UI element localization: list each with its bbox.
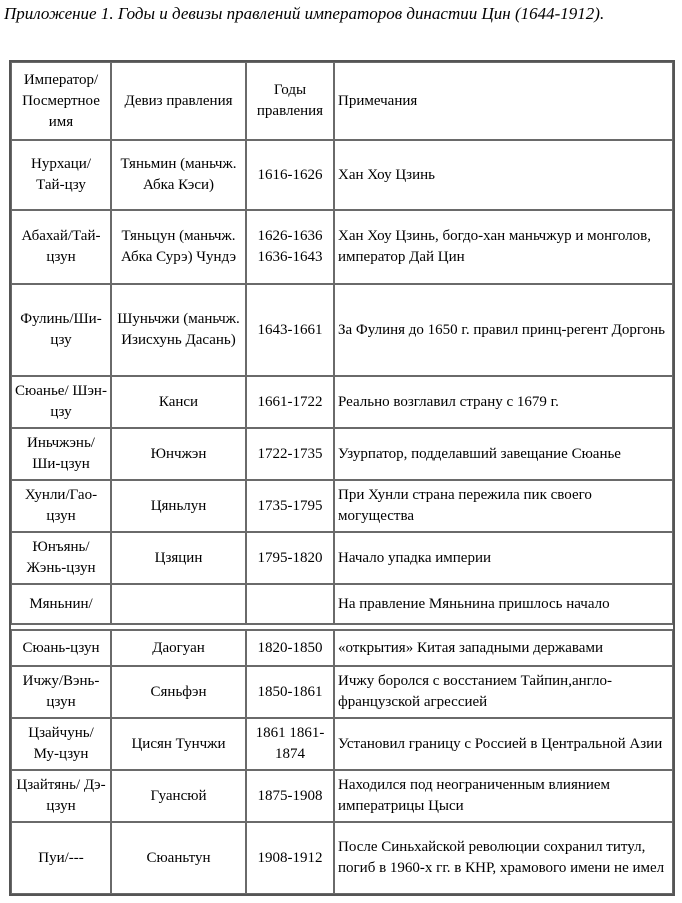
cell-years: [246, 584, 334, 624]
table-row: [11, 284, 673, 376]
table-row: [11, 210, 673, 284]
table-row: [11, 718, 673, 770]
table-row: [11, 584, 673, 624]
cell-motto: Канси: [111, 376, 246, 428]
table-header-row: [11, 62, 673, 140]
cell-motto: [111, 584, 246, 624]
cell-emperor: Фулинь/Ши-цзу: [11, 284, 111, 376]
emperors-table: [9, 60, 675, 896]
cell-motto: Цяньлун: [111, 480, 246, 532]
table-row: [11, 428, 673, 480]
cell-years: 1616-1626: [246, 140, 334, 210]
header-motto: Девиз правления: [111, 62, 246, 140]
cell-emperor: Хунли/Гао-цзун: [11, 480, 111, 532]
cell-emperor: Мяньнин/: [11, 584, 111, 624]
cell-emperor: Абахай/Тай-цзун: [11, 210, 111, 284]
cell-emperor: Нурхаци/ Тай-цзу: [11, 140, 111, 210]
cell-note: Реально возглавил страну с 1679 г.: [334, 376, 673, 428]
cell-note: При Хунли страна пережила пик своего могущества: [334, 480, 673, 532]
cell-emperor: Цзайчунь/ Му-цзун: [11, 718, 111, 770]
cell-motto: Цзяцин: [111, 532, 246, 584]
cell-years: 1908-1912: [246, 822, 334, 894]
cell-note: За Фулиня до 1650 г. правил принц-регент Доргонь: [334, 284, 673, 376]
cell-motto: Тяньцун (маньчж. Абка Сурэ) Чундэ: [111, 210, 246, 284]
cell-motto: Юнчжэн: [111, 428, 246, 480]
table-row: [11, 822, 673, 894]
table-row: [11, 480, 673, 532]
table-row: [11, 666, 673, 718]
cell-years: 1643-1661: [246, 284, 334, 376]
table-row: [11, 532, 673, 584]
cell-years: 1661-1722: [246, 376, 334, 428]
cell-emperor: Цзайтянь/ Дэ-цзун: [11, 770, 111, 822]
cell-years: 1626-1636 1636-1643: [246, 210, 334, 284]
cell-motto: Даогуан: [111, 630, 246, 666]
cell-years: 1820-1850: [246, 630, 334, 666]
cell-motto: Сяньфэн: [111, 666, 246, 718]
cell-note: Узурпатор, подделавший завещание Сюанье: [334, 428, 673, 480]
cell-years: 1875-1908: [246, 770, 334, 822]
header-years: Годы правления: [246, 62, 334, 140]
cell-emperor: Иньчжэнь/ Ши-цзун: [11, 428, 111, 480]
cell-emperor: Ичжу/Вэнь-цзун: [11, 666, 111, 718]
table-row: [11, 376, 673, 428]
cell-motto: Сюаньтун: [111, 822, 246, 894]
cell-note: Хан Хоу Цзинь, богдо-хан маньчжур и монголов, император Дай Цин: [334, 210, 673, 284]
cell-motto: Тяньмин (маньчж. Абка Кэси): [111, 140, 246, 210]
table-row: [11, 770, 673, 822]
table-row: [11, 630, 673, 666]
cell-note: Установил границу с Россией в Центральной Азии: [334, 718, 673, 770]
cell-years: 1722-1735: [246, 428, 334, 480]
cell-emperor: Пуи/---: [11, 822, 111, 894]
cell-note: Ичжу боролся с восстанием Тайпин,англо-французской агрессией: [334, 666, 673, 718]
cell-motto: Цисян Тунчжи: [111, 718, 246, 770]
cell-note: После Синьхайской революции сохранил титул, погиб в 1960-х гг. в КНР, храмового имени не имел: [334, 822, 673, 894]
cell-note: Хан Хоу Цзинь: [334, 140, 673, 210]
cell-note: Начало упадка империи: [334, 532, 673, 584]
cell-emperor: Юнъянь/ Жэнь-цзун: [11, 532, 111, 584]
cell-years: 1735-1795: [246, 480, 334, 532]
cell-motto: Гуансюй: [111, 770, 246, 822]
header-notes: Примечания: [334, 62, 673, 140]
cell-emperor: Сюанье/ Шэн-цзу: [11, 376, 111, 428]
cell-years: 1795-1820: [246, 532, 334, 584]
table-caption: Приложение 1. Годы и девизы правлений императоров династии Цин (1644-1912).: [4, 4, 605, 23]
cell-note: «открытия» Китая западными державами: [334, 630, 673, 666]
header-emperor: Император/ Посмертное имя: [11, 62, 111, 140]
cell-note: На правление Мяньнина пришлось начало: [334, 584, 673, 624]
cell-motto: Шуньчжи (маньчж. Изисхунь Дасань): [111, 284, 246, 376]
cell-emperor: Сюань-цзун: [11, 630, 111, 666]
cell-years: 1850-1861: [246, 666, 334, 718]
table-row: [11, 140, 673, 210]
cell-years: 1861 1861-1874: [246, 718, 334, 770]
cell-note: Находился под неограниченным влиянием императрицы Цыси: [334, 770, 673, 822]
